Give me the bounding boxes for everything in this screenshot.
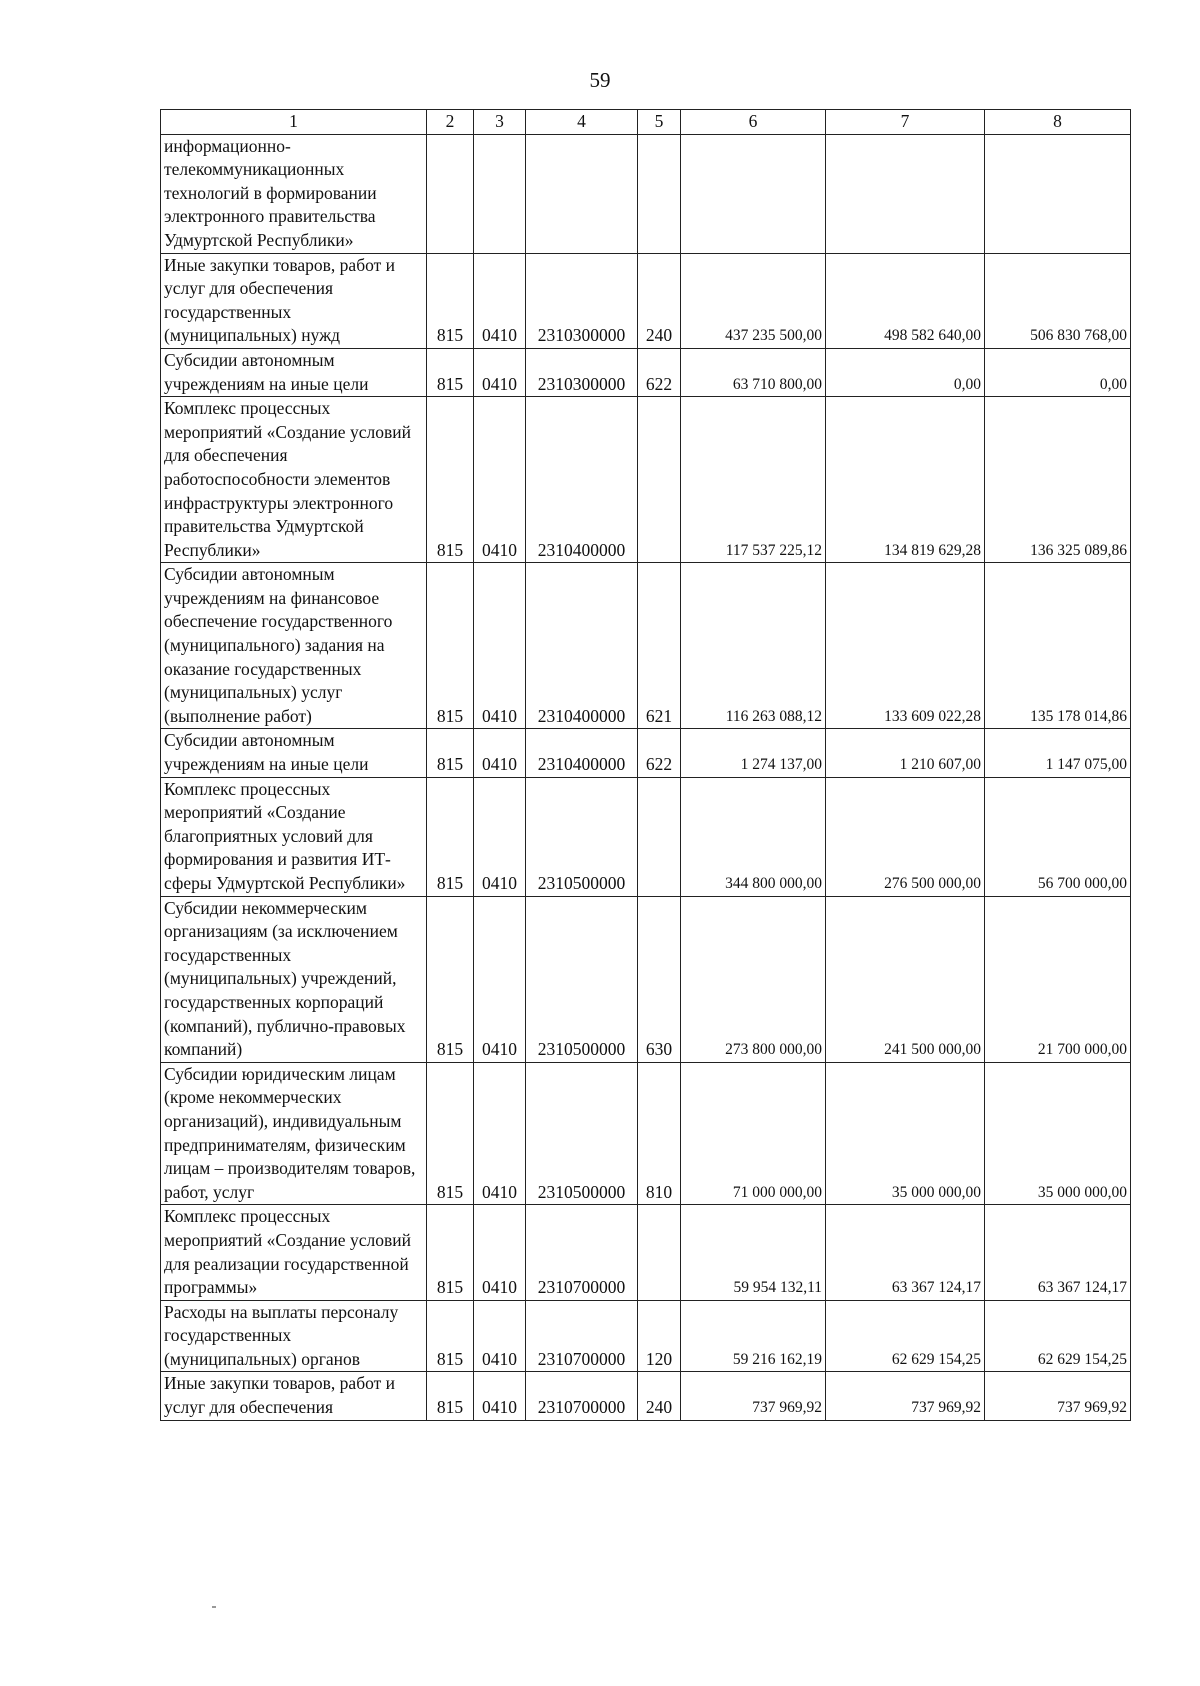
column-header: 2 <box>427 110 474 135</box>
cell-amount-year3: 56 700 000,00 <box>985 777 1131 896</box>
cell-amount-year3: 62 629 154,25 <box>985 1300 1131 1372</box>
column-header: 4 <box>526 110 638 135</box>
table-row <box>161 729 1131 777</box>
cell-amount-year1: 59 954 132,11 <box>681 1205 826 1300</box>
cell-expense-type: 622 <box>638 729 681 777</box>
cell-target-article: 2310500000 <box>526 1062 638 1205</box>
cell-expense-type: 622 <box>638 348 681 396</box>
cell-target-article <box>526 134 638 253</box>
cell-amount-year2: 241 500 000,00 <box>826 896 985 1062</box>
cell-amount-year2: 62 629 154,25 <box>826 1300 985 1372</box>
table-row <box>161 397 1131 563</box>
column-header: 7 <box>826 110 985 135</box>
cell-amount-year1: 273 800 000,00 <box>681 896 826 1062</box>
cell-amount-year3: 136 325 089,86 <box>985 397 1131 563</box>
row-name: Субсидии автономным учреждениям на иные цели <box>161 348 427 396</box>
cell-target-article: 2310500000 <box>526 896 638 1062</box>
column-header: 5 <box>638 110 681 135</box>
cell-amount-year3: 506 830 768,00 <box>985 253 1131 348</box>
cell-section: 0410 <box>474 1205 526 1300</box>
table-row <box>161 348 1131 396</box>
table-row <box>161 134 1131 253</box>
cell-amount-year2: 133 609 022,28 <box>826 563 985 729</box>
table-row <box>161 563 1131 729</box>
cell-amount-year1: 117 537 225,12 <box>681 397 826 563</box>
cell-section: 0410 <box>474 348 526 396</box>
cell-ministry: 815 <box>427 1205 474 1300</box>
cell-ministry <box>427 134 474 253</box>
cell-expense-type: 621 <box>638 563 681 729</box>
cell-amount-year1: 59 216 162,19 <box>681 1300 826 1372</box>
cell-amount-year2: 134 819 629,28 <box>826 397 985 563</box>
cell-section: 0410 <box>474 1062 526 1205</box>
cell-target-article: 2310400000 <box>526 563 638 729</box>
cell-target-article: 2310400000 <box>526 397 638 563</box>
row-name: Субсидии автономным учреждениям на иные цели <box>161 729 427 777</box>
cell-amount-year3: 63 367 124,17 <box>985 1205 1131 1300</box>
cell-amount-year3: 1 147 075,00 <box>985 729 1131 777</box>
cell-amount-year3: 737 969,92 <box>985 1372 1131 1420</box>
cell-expense-type: 120 <box>638 1300 681 1372</box>
row-name: Иные закупки товаров, работ и услуг для обеспечения <box>161 1372 427 1420</box>
scan-mark <box>212 1606 216 1608</box>
cell-amount-year2: 498 582 640,00 <box>826 253 985 348</box>
table-row <box>161 1372 1131 1420</box>
cell-amount-year3: 35 000 000,00 <box>985 1062 1131 1205</box>
cell-target-article: 2310300000 <box>526 348 638 396</box>
cell-target-article: 2310300000 <box>526 253 638 348</box>
table-row <box>161 777 1131 896</box>
cell-target-article: 2310700000 <box>526 1372 638 1420</box>
cell-amount-year2: 737 969,92 <box>826 1372 985 1420</box>
cell-amount-year3 <box>985 134 1131 253</box>
table-row <box>161 1205 1131 1300</box>
cell-amount-year3: 0,00 <box>985 348 1131 396</box>
cell-amount-year1: 737 969,92 <box>681 1372 826 1420</box>
row-name: информационно-телекоммуникационных технологий в формировании электронного правительства Удмуртской Республики» <box>161 134 427 253</box>
cell-section: 0410 <box>474 777 526 896</box>
cell-amount-year1: 344 800 000,00 <box>681 777 826 896</box>
cell-amount-year1: 71 000 000,00 <box>681 1062 826 1205</box>
cell-amount-year2: 63 367 124,17 <box>826 1205 985 1300</box>
cell-expense-type: 630 <box>638 896 681 1062</box>
cell-amount-year1: 116 263 088,12 <box>681 563 826 729</box>
cell-ministry: 815 <box>427 896 474 1062</box>
cell-amount-year3: 135 178 014,86 <box>985 563 1131 729</box>
row-name: Комплекс процессных мероприятий «Создание благоприятных условий для формирования и развития ИТ-сферы Удмуртской Республики» <box>161 777 427 896</box>
row-name: Субсидии некоммерческим организациям (за исключением государственных (муниципальных) учреждений, государственных корпораций (компаний), публично-правовых компаний) <box>161 896 427 1062</box>
cell-ministry: 815 <box>427 1300 474 1372</box>
cell-amount-year2 <box>826 134 985 253</box>
cell-expense-type <box>638 1205 681 1300</box>
cell-section <box>474 134 526 253</box>
cell-amount-year1: 63 710 800,00 <box>681 348 826 396</box>
cell-amount-year1 <box>681 134 826 253</box>
table-row <box>161 896 1131 1062</box>
cell-expense-type <box>638 397 681 563</box>
cell-expense-type <box>638 134 681 253</box>
cell-expense-type: 240 <box>638 1372 681 1420</box>
cell-ministry: 815 <box>427 563 474 729</box>
cell-section: 0410 <box>474 729 526 777</box>
cell-ministry: 815 <box>427 253 474 348</box>
budget-table <box>160 109 1131 1421</box>
cell-ministry: 815 <box>427 397 474 563</box>
row-name: Расходы на выплаты персоналу государственных (муниципальных) органов <box>161 1300 427 1372</box>
cell-ministry: 815 <box>427 777 474 896</box>
cell-section: 0410 <box>474 1300 526 1372</box>
cell-target-article: 2310400000 <box>526 729 638 777</box>
cell-amount-year2: 276 500 000,00 <box>826 777 985 896</box>
cell-ministry: 815 <box>427 348 474 396</box>
cell-target-article: 2310700000 <box>526 1205 638 1300</box>
cell-section: 0410 <box>474 397 526 563</box>
cell-target-article: 2310500000 <box>526 777 638 896</box>
cell-ministry: 815 <box>427 1372 474 1420</box>
cell-expense-type <box>638 777 681 896</box>
cell-expense-type: 240 <box>638 253 681 348</box>
cell-section: 0410 <box>474 563 526 729</box>
cell-ministry: 815 <box>427 1062 474 1205</box>
table-row <box>161 253 1131 348</box>
cell-section: 0410 <box>474 896 526 1062</box>
cell-amount-year3: 21 700 000,00 <box>985 896 1131 1062</box>
cell-ministry: 815 <box>427 729 474 777</box>
cell-amount-year1: 1 274 137,00 <box>681 729 826 777</box>
cell-amount-year2: 1 210 607,00 <box>826 729 985 777</box>
row-name: Субсидии автономным учреждениям на финансовое обеспечение государственного (муниципального) задания на оказание государственных (муниципальных) услуг (выполнение работ) <box>161 563 427 729</box>
column-header: 6 <box>681 110 826 135</box>
row-name: Комплекс процессных мероприятий «Создание условий для обеспечения работоспособности элементов инфраструктуры электронного правительства Удмуртской Республики» <box>161 397 427 563</box>
header-row <box>161 110 1131 135</box>
cell-amount-year2: 0,00 <box>826 348 985 396</box>
column-header: 1 <box>161 110 427 135</box>
cell-section: 0410 <box>474 1372 526 1420</box>
cell-expense-type: 810 <box>638 1062 681 1205</box>
cell-target-article: 2310700000 <box>526 1300 638 1372</box>
cell-section: 0410 <box>474 253 526 348</box>
row-name: Субсидии юридическим лицам (кроме некоммерческих организаций), индивидуальным предпринимателям, физическим лицам – производителям товаров, работ, услуг <box>161 1062 427 1205</box>
table-row <box>161 1300 1131 1372</box>
cell-amount-year1: 437 235 500,00 <box>681 253 826 348</box>
row-name: Комплекс процессных мероприятий «Создание условий для реализации государственной программы» <box>161 1205 427 1300</box>
table-row <box>161 1062 1131 1205</box>
page-number: 59 <box>589 68 611 92</box>
cell-amount-year2: 35 000 000,00 <box>826 1062 985 1205</box>
row-name: Иные закупки товаров, работ и услуг для обеспечения государственных (муниципальных) нужд <box>161 253 427 348</box>
column-header: 8 <box>985 110 1131 135</box>
column-header: 3 <box>474 110 526 135</box>
